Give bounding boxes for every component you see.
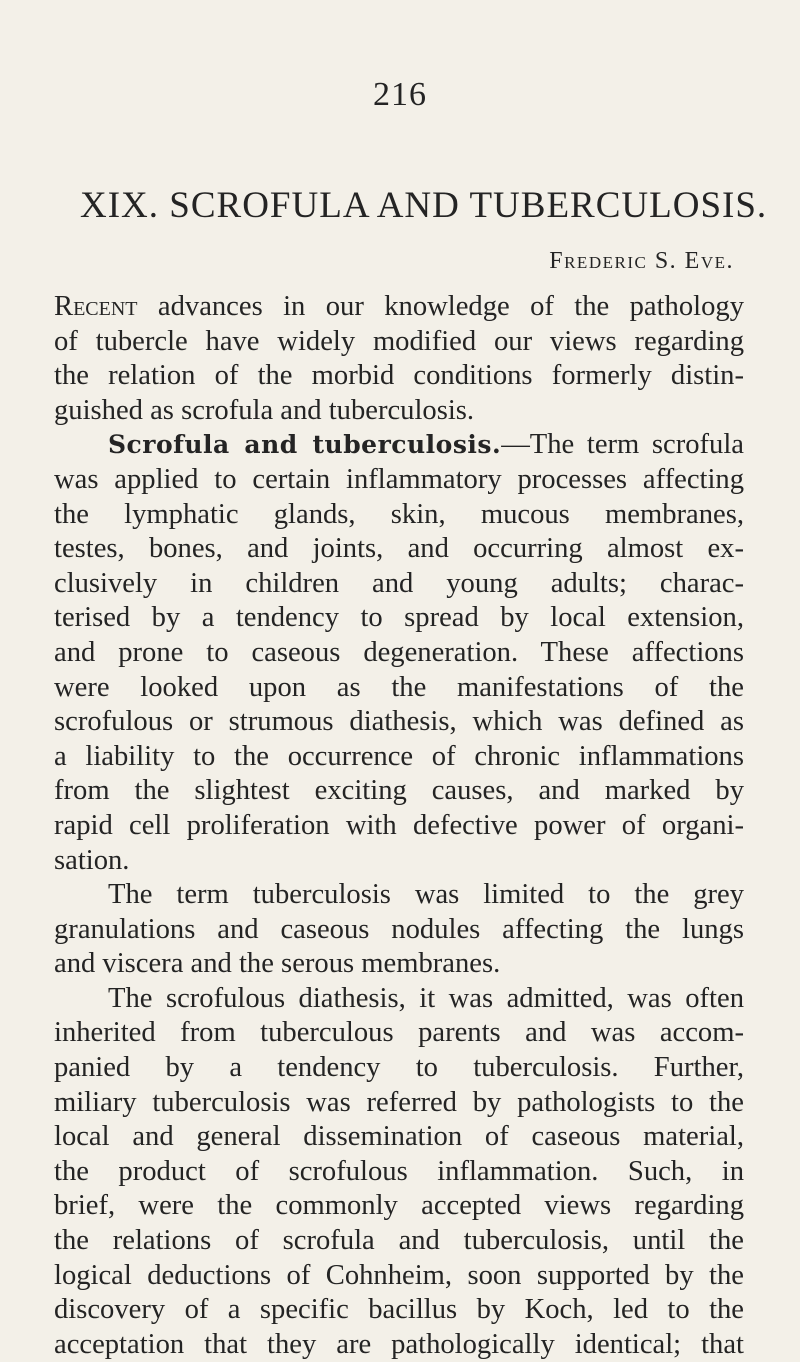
text-line: miliary tuberculosis was referred by pathologists to the [54,1086,744,1118]
text-line: brief, were the commonly accepted views regarding [54,1190,744,1222]
text-line: rapid cell proliferation with defective power of organi- [54,809,744,841]
text-line: inherited from tuberculous parents and was accom- [54,1017,744,1049]
text-line: guished as scrofula and tuberculosis. [54,394,475,426]
text-line: the relation of the morbid conditions formerly distin- [54,360,744,392]
text-line: Scrofula and tuberculosis.—The term scrofula [108,429,744,461]
text-line: a liability to the occurrence of chronic inflammations [54,740,744,772]
page-number: 216 [373,76,427,113]
text-line: the relations of scrofula and tuberculosis, until the [54,1225,744,1257]
text-line: logical deductions of Cohnheim, soon supported by the [54,1259,744,1291]
text-line: was applied to certain inflammatory processes affecting [54,463,744,495]
text-line: discovery of a specific bacillus by Koch, led to the [54,1294,744,1326]
text-line: granulations and caseous nodules affecting the lungs [54,913,744,945]
text-line: sation. [54,844,130,876]
chapter-title: XIX. SCROFULA AND TUBERCULOSIS. [80,185,768,226]
text-line: of tubercle have widely modified our views regarding [54,325,744,357]
section-heading: Scrofula and tuberculosis. [108,430,502,460]
text-line: and prone to caseous degeneration. These affections [54,636,744,668]
text-line: local and general dissemination of caseous material, [54,1121,744,1153]
text-line: The scrofulous diathesis, it was admitted, was often [108,982,744,1014]
text-line: the lymphatic glands, skin, mucous membranes, [54,498,744,530]
body-text [54,290,744,1362]
text-line: The term tuberculosis was limited to the grey [108,879,744,911]
text-line: Recent advances in our knowledge of the pathology [54,291,744,322]
text-line: panied by a tendency to tuberculosis. Further, [54,1052,744,1084]
text-line: clusively in children and young adults; charac- [54,567,744,599]
text-line: were looked upon as the manifestations of the [54,671,744,703]
text-line: testes, bones, and joints, and occurring almost ex- [54,533,744,565]
text-line: terised by a tendency to spread by local extension, [54,602,744,634]
author-name: Frederic S. Eve. [549,248,734,274]
text-line: from the slightest exciting causes, and marked by [54,775,744,807]
text-line: acceptation that they are pathologically identical; that [54,1328,744,1360]
lead-word: Recent [54,291,138,322]
text-line: the product of scrofulous inflammation. Such, in [54,1155,744,1187]
text-line: scrofulous or strumous diathesis, which was defined as [54,706,744,738]
text-line: and viscera and the serous membranes. [54,948,501,980]
